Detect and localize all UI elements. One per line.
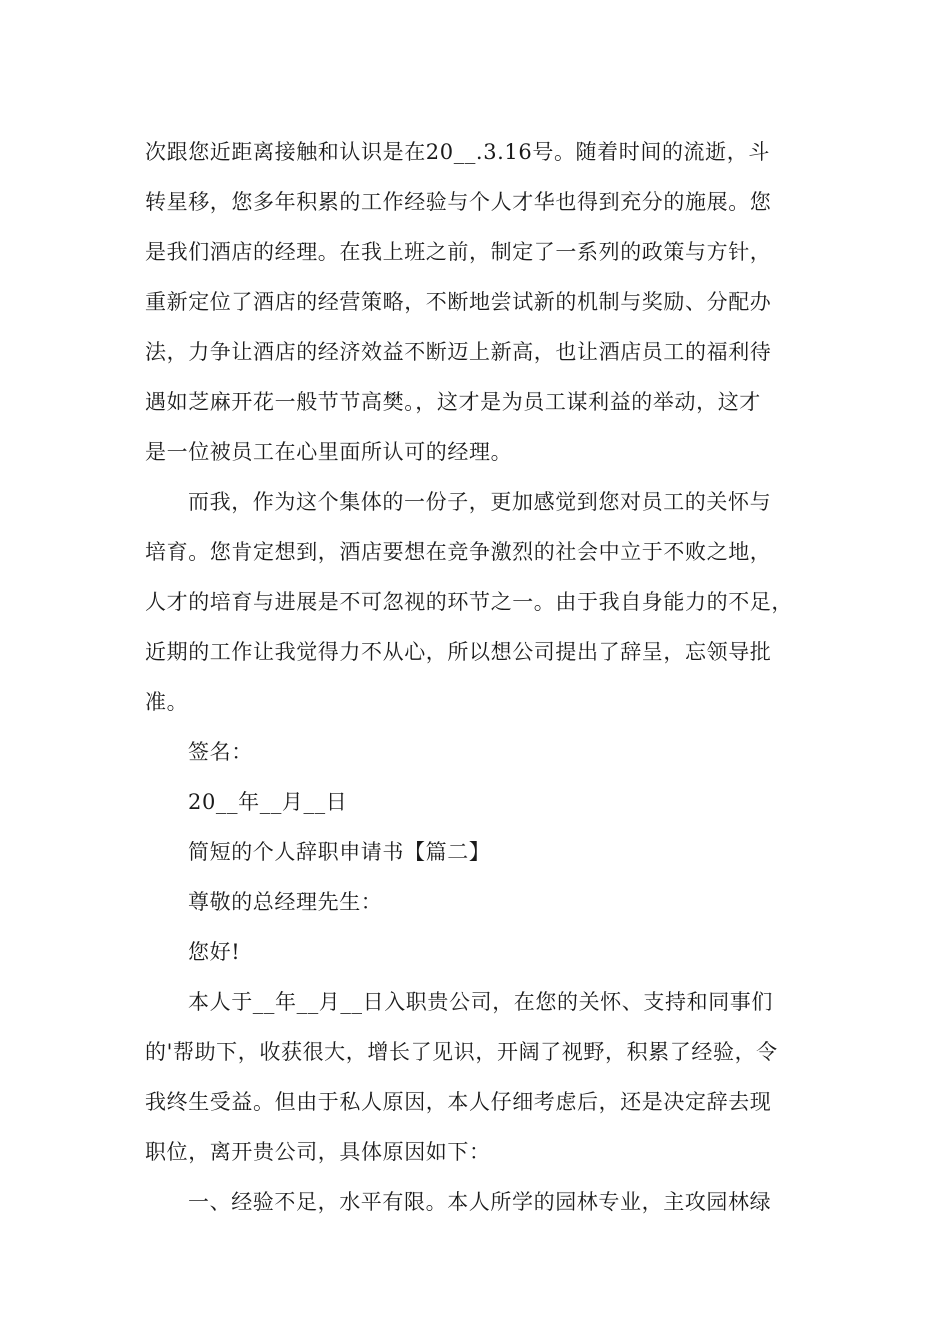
signature-label: 签名： [188, 740, 253, 764]
paragraph-line: 一、经验不足，水平有限。本人所学的园林专业，主攻园林绿 [188, 1190, 772, 1214]
paragraph-line: 我终生受益。但由于私人原因，本人仔细考虑后，还是决定辞去现 [145, 1090, 772, 1114]
paragraph-line: 是我们酒店的经理。在我上班之前，制定了一系列的政策与方针， [145, 240, 772, 264]
paragraph-line: 而我，作为这个集体的一份子，更加感觉到您对员工的关怀与 [188, 490, 772, 514]
paragraph-line: 是一位被员工在心里面所认可的经理。 [145, 440, 513, 464]
section-heading: 简短的个人辞职申请书【篇二】 [188, 840, 491, 864]
paragraph-line: 遇如芝麻开花一般节节高樊。，这才是为员工谋利益的举动，这才 [145, 390, 761, 414]
date-line: 20__年__月__日 [188, 790, 348, 814]
paragraph-line: 重新定位了酒店的经营策略，不断地尝试新的机制与奖励、分配办 [145, 290, 772, 314]
paragraph-line: 培育。您肯定想到，酒店要想在竞争激烈的社会中立于不败之地， [145, 540, 772, 564]
paragraph-line: 法，力争让酒店的经济效益不断迈上新高，也让酒店员工的福利待 [145, 340, 772, 364]
greeting: 您好! [188, 940, 241, 964]
paragraph-line: 次跟您近距离接触和认识是在20__.3.16号。随着时间的流逝，斗 [145, 140, 770, 164]
paragraph-line: 职位，离开贵公司，具体原因如下： [145, 1140, 491, 1164]
salutation: 尊敬的总经理先生： [188, 890, 383, 914]
paragraph-line: 本人于__年__月__日入职贵公司，在您的关怀、支持和同事们 [188, 990, 773, 1014]
paragraph-line: 近期的工作让我觉得力不从心，所以想公司提出了辞呈，忘领导批 [145, 640, 772, 664]
paragraph-line: 人才的培育与进展是不可忽视的环节之一。由于我自身能力的不足， [145, 590, 793, 614]
paragraph-line: 转星移，您多年积累的工作经验与个人才华也得到充分的施展。您 [145, 190, 772, 214]
paragraph-line: 准。 [145, 690, 189, 714]
paragraph-line: 的'帮助下，收获很大，增长了见识，开阔了视野，积累了经验，令 [145, 1040, 778, 1064]
